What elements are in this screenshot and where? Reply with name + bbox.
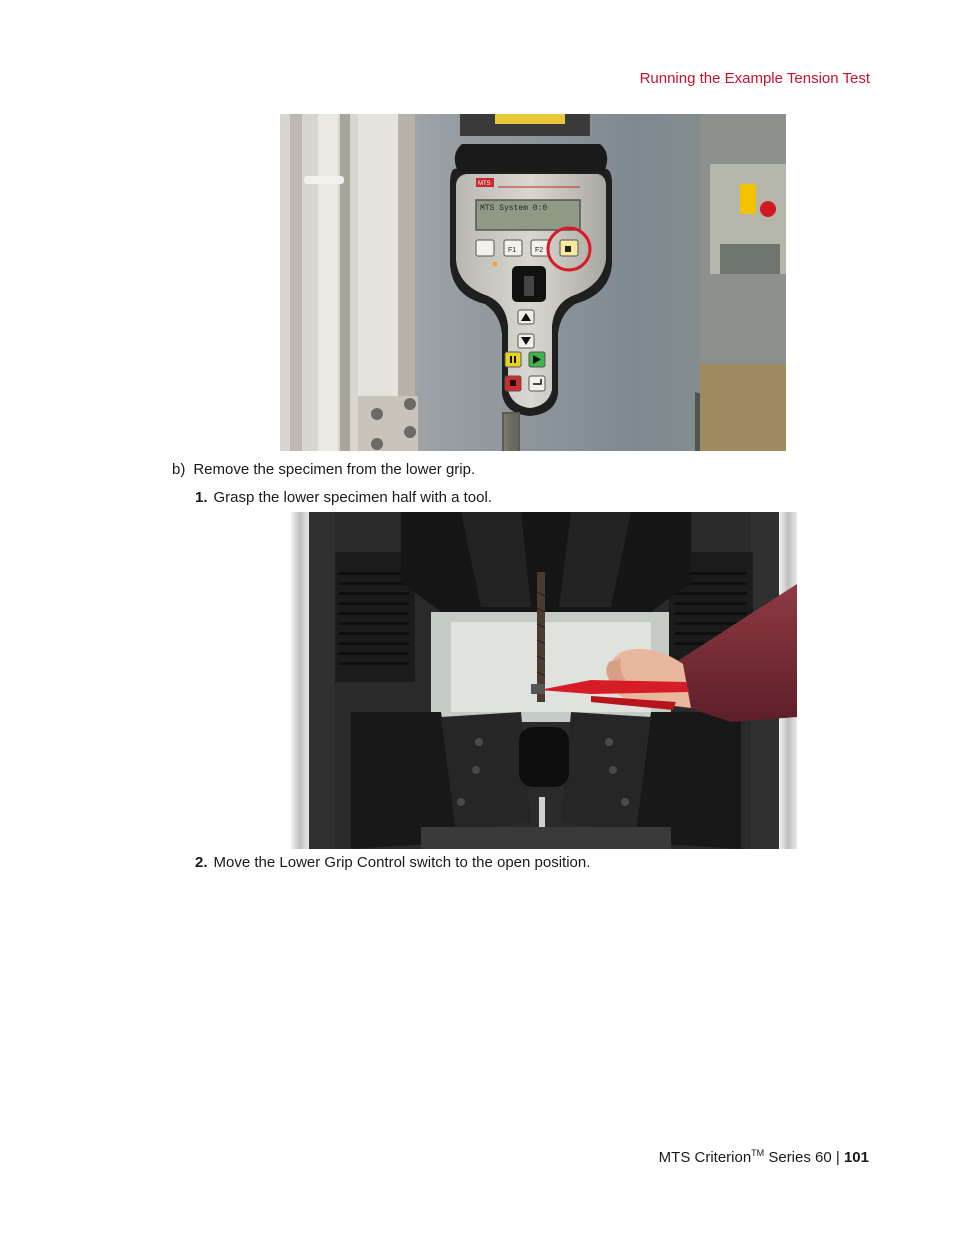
footer-series: Series 60	[768, 1149, 832, 1166]
step-b-text: Remove the specimen from the lower grip.	[193, 461, 476, 478]
footer-trademark: TM	[751, 1148, 765, 1158]
page-number: 101	[843, 1149, 869, 1166]
lower-grip-photo	[291, 512, 797, 849]
step-2-text: Move the Lower Grip Control switch to the open position.	[213, 854, 591, 871]
handset-photo	[280, 114, 786, 451]
step-1-number: 1.	[195, 489, 208, 506]
footer-separator: |	[835, 1149, 840, 1166]
section-header: Running the Example Tension Test	[639, 70, 870, 87]
pendant-key-f1-label: F1	[508, 247, 517, 254]
pendant-key-mode[interactable]	[476, 240, 494, 256]
footer-product: MTS Criterion	[658, 1149, 752, 1166]
pendant-key-f2-label: F2	[535, 247, 544, 254]
step-b	[172, 461, 475, 478]
pendant-screen-text: MTS System 0:0	[480, 204, 548, 213]
step-2-number: 2.	[195, 854, 208, 871]
step-b-marker: b)	[172, 461, 186, 478]
step-2	[195, 854, 590, 871]
step-1	[195, 489, 492, 506]
step-1-text: Grasp the lower specimen half with a tool.	[213, 489, 492, 506]
pendant-brand: MTS	[478, 181, 491, 187]
page-footer	[659, 1148, 869, 1166]
